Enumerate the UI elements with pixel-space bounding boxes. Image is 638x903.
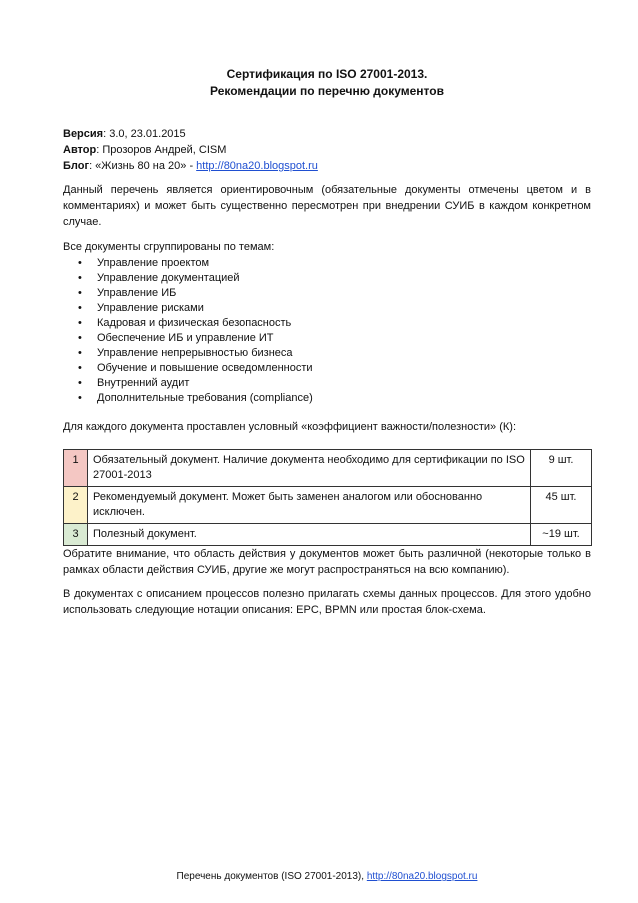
table-row [64, 450, 592, 487]
footer-link[interactable]: http://80na20.blogspot.ru [366, 871, 478, 882]
groups-heading: Все документы сгруппированы по темам: [63, 241, 275, 253]
page-footer [63, 869, 591, 884]
title-line-1: Сертификация по ISO 27001-2013. [226, 67, 428, 81]
author-label: Автор [63, 144, 97, 156]
level-count: ~19 шт. [531, 524, 592, 546]
blog-line [63, 159, 591, 175]
level-number: 2 [64, 487, 88, 524]
list-item [63, 301, 591, 316]
topic-label: Управление документацией [97, 272, 240, 284]
level-description: Полезный документ. [88, 524, 531, 546]
table-row [64, 487, 592, 524]
level-count: 9 шт. [531, 450, 592, 487]
version-line [63, 127, 591, 143]
list-item [63, 391, 591, 406]
blog-label: Блог [63, 160, 90, 172]
notation-note: В документах с описанием процессов полезно прилагать схемы данных процессов. Для этого удобно использовать следующие нотации описания: EPC, BPMN или простая блок-схема. [63, 588, 591, 616]
topic-label: Внутренний аудит [97, 377, 190, 389]
table-row [64, 524, 592, 546]
coefficient-heading: Для каждого документа проставлен условный «коэффициент важности/полезности» (К): [63, 421, 517, 433]
blog-value: : «Жизнь 80 на 20» - [89, 160, 197, 172]
bullet-icon: • [78, 347, 82, 359]
document-title [63, 66, 591, 100]
topic-label: Дополнительные требования (compliance) [97, 392, 313, 404]
list-item [63, 346, 591, 361]
topic-label: Управление непрерывностью бизнеса [97, 347, 293, 359]
bullet-icon: • [78, 317, 82, 329]
bullet-icon: • [78, 362, 82, 374]
list-item [63, 376, 591, 391]
topic-label: Управление рисками [97, 302, 204, 314]
bullet-icon: • [78, 257, 82, 269]
topic-label: Кадровая и физическая безопасность [97, 317, 292, 329]
version-value: : 3.0, 23.01.2015 [103, 128, 186, 140]
coefficient-table [63, 449, 592, 546]
bullet-icon: • [78, 332, 82, 344]
list-item [63, 256, 591, 271]
topic-label: Обучение и повышение осведомленности [97, 362, 313, 374]
bullet-icon: • [78, 302, 82, 314]
level-number: 3 [64, 524, 88, 546]
level-description: Рекомендуемый документ. Может быть заменен аналогом или обоснованно исключен. [88, 487, 531, 524]
bullet-icon: • [78, 272, 82, 284]
list-item [63, 271, 591, 286]
topic-label: Обеспечение ИБ и управление ИТ [97, 332, 274, 344]
title-line-2: Рекомендации по перечню документов [210, 84, 444, 98]
author-line [63, 143, 591, 159]
level-number: 1 [64, 450, 88, 487]
footer-text: Перечень документов (ISO 27001-2013), [176, 871, 367, 882]
version-label: Версия [63, 128, 104, 140]
list-item [63, 331, 591, 346]
intro-paragraph: Данный перечень является ориентировочным (обязательные документы отмечены цветом и в комментариях) и может быть существенно пересмотрен при внедрении СУИБ в каждом конкретном случае. [63, 184, 591, 228]
bullet-icon: • [78, 287, 82, 299]
topic-label: Управление проектом [97, 257, 210, 269]
level-count: 45 шт. [531, 487, 592, 524]
bullet-icon: • [78, 377, 82, 389]
blog-link[interactable]: http://80na20.blogspot.ru [196, 160, 318, 172]
topics-list [63, 256, 591, 406]
document-meta [63, 127, 591, 175]
list-item [63, 361, 591, 376]
list-item [63, 286, 591, 301]
bullet-icon: • [78, 392, 82, 404]
author-value: : Прозоров Андрей, CISM [96, 144, 227, 156]
scope-note: Обратите внимание, что область действия у документов может быть различной (некоторые только в рамках области действия СУИБ, другие же могут распространяться на всю компанию). [63, 548, 591, 576]
list-item [63, 316, 591, 331]
topic-label: Управление ИБ [97, 287, 177, 299]
level-description: Обязательный документ. Наличие документа необходимо для сертификации по ISO 27001-2013 [88, 450, 531, 487]
